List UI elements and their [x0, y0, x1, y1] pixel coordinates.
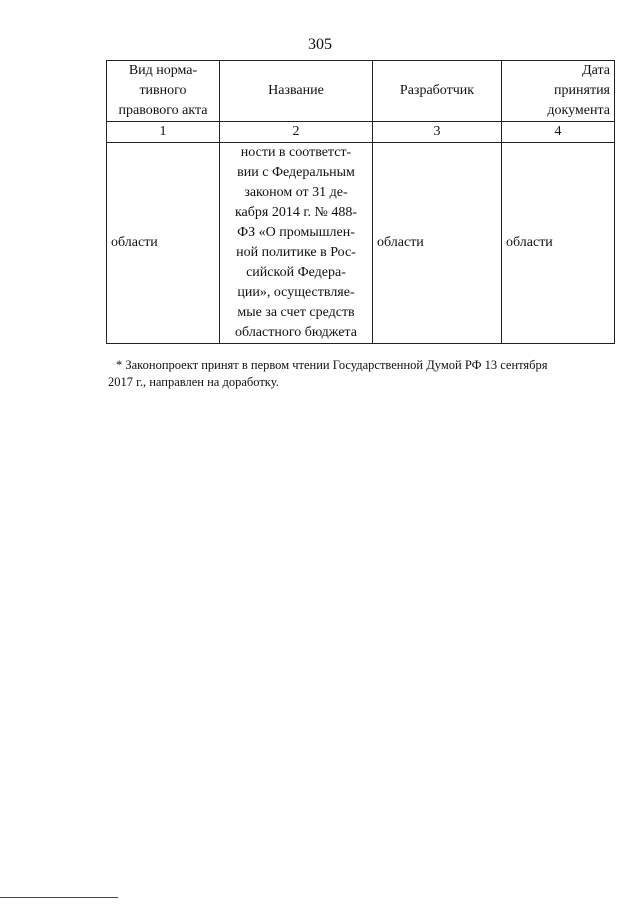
cell-line: области — [506, 235, 553, 250]
cell-title — [220, 143, 373, 344]
footnote-line: * Законопроект принят в первом чтении Государственной Думой РФ 13 сентября — [116, 358, 548, 372]
column-number: 3 — [373, 122, 502, 143]
cell-line: области — [111, 235, 158, 250]
header-line: Вид норма- — [128, 63, 198, 78]
cell-line: мые за счет средств — [237, 305, 355, 320]
cell-line: кабря 2014 г. № 488- — [234, 205, 358, 220]
header-adoption-date — [502, 61, 615, 122]
cell-line: сийской Федера- — [246, 265, 346, 280]
cell-line: ности в соответст- — [240, 145, 352, 160]
cell-line: ции», осуществляе- — [237, 285, 355, 300]
footnote — [108, 357, 578, 391]
header-act-type — [107, 61, 220, 122]
table-row — [107, 143, 615, 344]
footnote-line: 2017 г., направлен на доработку. — [108, 375, 279, 389]
header-title — [220, 61, 373, 122]
cell-line: ной политике в Рос- — [236, 245, 356, 260]
column-number: 1 — [107, 122, 220, 143]
header-line: правового акта — [118, 103, 208, 118]
header-developer — [373, 61, 502, 122]
document-table — [106, 60, 615, 344]
header-line: Разработчик — [399, 83, 475, 98]
bottom-divider — [0, 897, 118, 898]
column-number: 4 — [502, 122, 615, 143]
cell-developer — [373, 143, 502, 344]
header-line: документа — [547, 103, 610, 118]
column-number-row — [107, 122, 615, 143]
header-line: принятия — [554, 83, 610, 98]
cell-line: областного бюджета — [235, 325, 357, 340]
cell-line: вии с Федеральным — [237, 165, 355, 180]
cell-adoption-date — [502, 143, 615, 344]
cell-line: законом от 31 де- — [244, 185, 348, 200]
cell-act-type — [107, 143, 220, 344]
header-line: тивного — [139, 83, 187, 98]
table-header-row — [107, 61, 615, 122]
cell-line: области — [377, 235, 424, 250]
header-line: Название — [268, 83, 324, 98]
column-number: 2 — [220, 122, 373, 143]
page-number: 305 — [308, 36, 332, 53]
cell-line: ФЗ «О промышлен- — [237, 225, 355, 240]
header-line: Дата — [582, 63, 610, 78]
